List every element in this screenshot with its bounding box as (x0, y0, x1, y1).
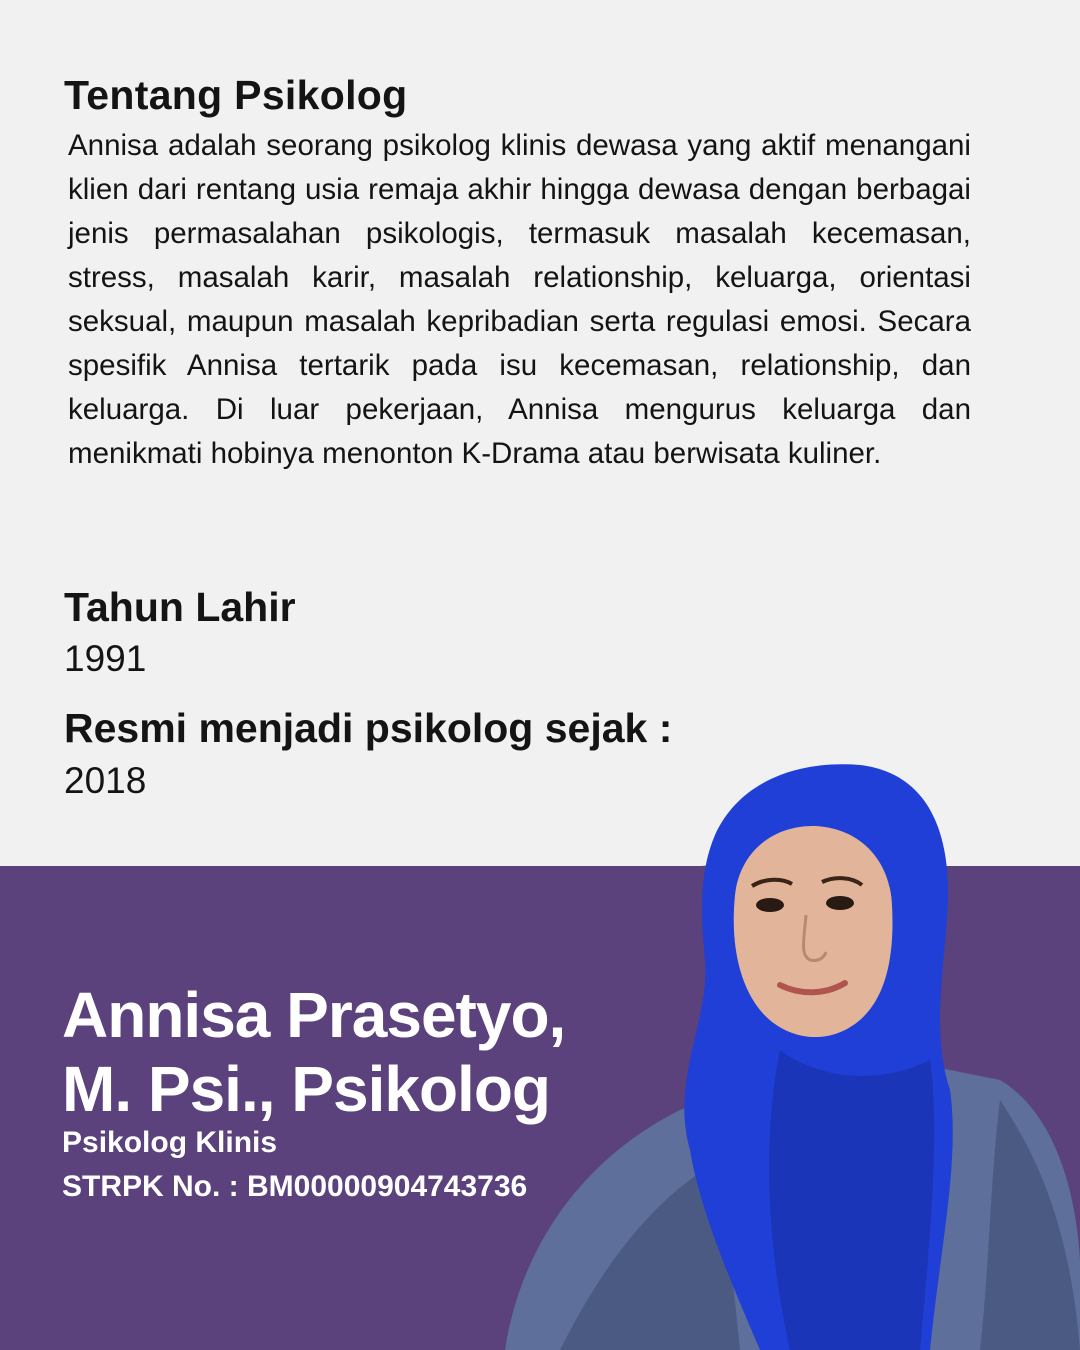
psychologist-name (62, 978, 565, 1126)
practice-since-value: 2018 (64, 760, 147, 801)
psychologist-role: Psikolog Klinis (62, 1126, 278, 1159)
birth-year-label: Tahun Lahir (64, 584, 296, 630)
name-line-2: M. Psi., Psikolog (62, 1053, 550, 1125)
strpk-number: STRPK No. : BM00000904743736 (62, 1170, 528, 1203)
birth-year-value: 1991 (64, 638, 147, 679)
about-description: Annisa adalah seorang psikolog klinis dewasa yang aktif menangani klien dari rentang usia remaja akhir hingga dewasa dengan berbagai jenis permasalahan psikologis, termasuk masalah kecemasan, stress, masalah karir, masalah relationship, keluarga, orientasi seksual, maupun masalah kepribadian serta regulasi emosi. Secara spesifik Annisa tertarik pada isu kecemasan, relationship, dan keluarga. Di luar pekerjaan, Annisa mengurus keluarga dan menikmati hobinya menonton K-Drama atau berwisata kuliner. (68, 129, 971, 470)
about-heading: Tentang Psikolog (64, 72, 408, 118)
practice-since-label: Resmi menjadi psikolog sejak : (64, 705, 673, 751)
name-line-1: Annisa Prasetyo, (62, 979, 566, 1051)
